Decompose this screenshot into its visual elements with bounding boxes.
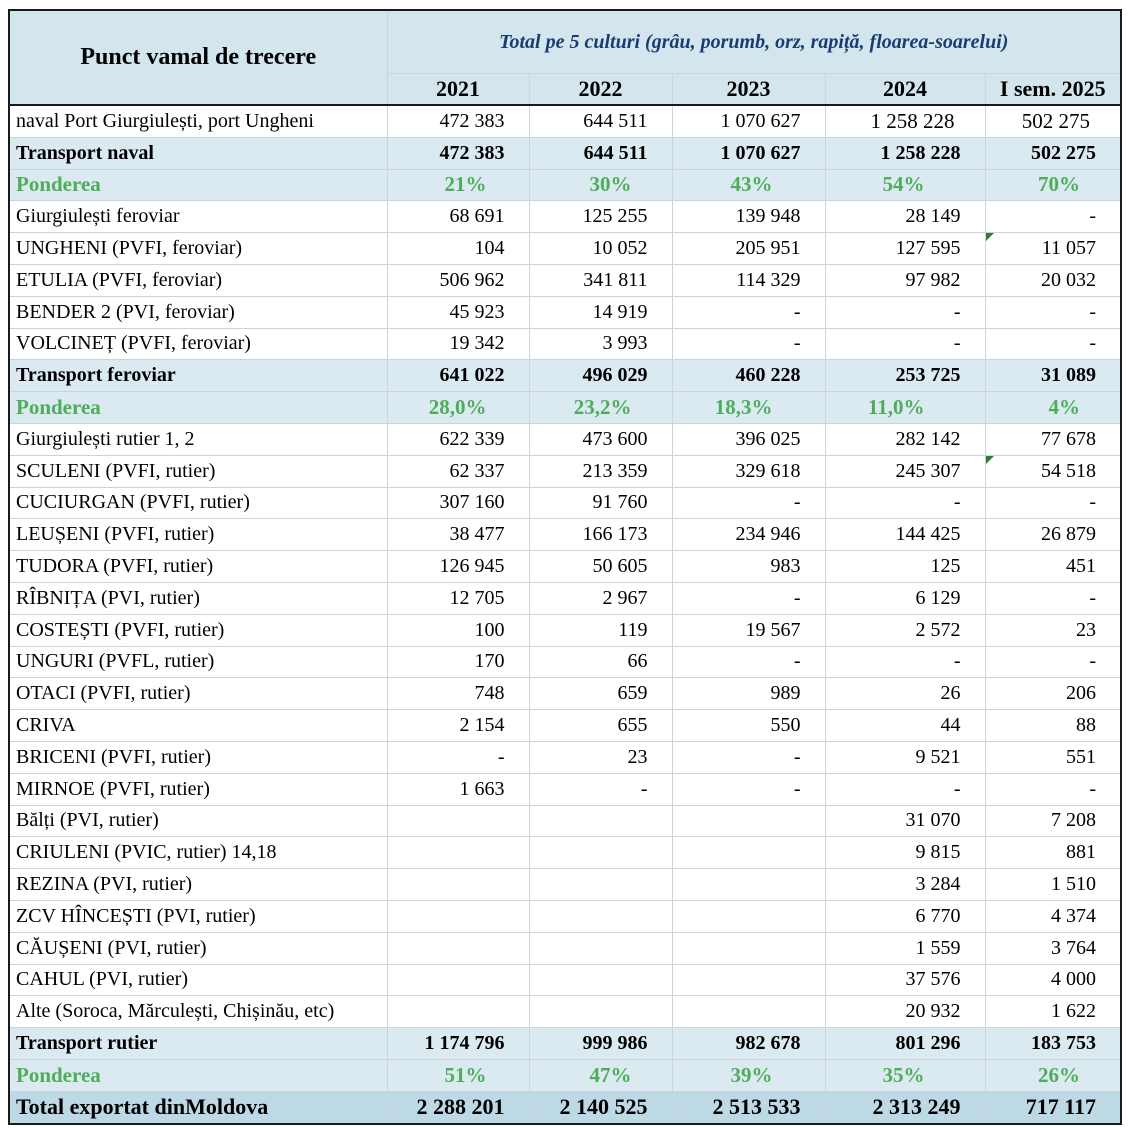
row-label: Bălți (PVI, rutier) [9,805,387,837]
cell-2021 [387,869,529,901]
header-group: Total pe 5 culturi (grâu, porumb, orz, rapiță, floarea-soarelui) [387,10,1121,74]
cell-2023: - [672,741,825,773]
cell-2022: 2 140 525 [529,1091,672,1123]
cell-isem2025: - [985,773,1121,805]
cell-2023 [672,805,825,837]
cell-2023: 983 [672,551,825,583]
row-label: CRIULENI (PVIC, rutier) 14,18 [9,837,387,869]
row-label: CAHUL (PVI, rutier) [9,964,387,996]
cell-2022 [529,805,672,837]
row-label: REZINA (PVI, rutier) [9,869,387,901]
row-label: Ponderea [9,169,387,201]
cell-2022: 3 993 [529,328,672,360]
year-2021: 2021 [387,74,529,106]
cell-2023: - [672,487,825,519]
cell-2023: - [672,646,825,678]
cell-2021: 21% [387,169,529,201]
cell-2023 [672,837,825,869]
cell-2022: 23 [529,741,672,773]
cell-2024: 54% [825,169,985,201]
cell-2023: 329 618 [672,455,825,487]
cell-2023: - [672,328,825,360]
cell-2022: 655 [529,710,672,742]
cell-2023: - [672,296,825,328]
cell-2021 [387,964,529,996]
export-table [8,9,1122,1125]
cell-2024: 20 932 [825,996,985,1028]
cell-2021: 62 337 [387,455,529,487]
cell-2021 [387,900,529,932]
cell-2024: 6 770 [825,900,985,932]
row-label: Ponderea [9,392,387,424]
cell-2024: - [825,646,985,678]
cell-2022: 125 255 [529,201,672,233]
cell-2022: 23,2% [529,392,672,424]
cell-2022 [529,932,672,964]
table-row [9,296,1121,328]
cell-2021: 472 383 [387,105,529,137]
row-label: Alte (Soroca, Mărculești, Chișinău, etc) [9,996,387,1028]
cell-2023: 234 946 [672,519,825,551]
cell-2021: 170 [387,646,529,678]
cell-2021 [387,837,529,869]
cell-2022 [529,900,672,932]
cell-2024: 245 307 [825,455,985,487]
cell-2022 [529,837,672,869]
cell-isem2025: 23 [985,614,1121,646]
cell-2022 [529,869,672,901]
cell-2024: 144 425 [825,519,985,551]
table-row [9,105,1121,137]
cell-2024: 35% [825,1059,985,1091]
cell-2024: 26 [825,678,985,710]
cell-2021: 38 477 [387,519,529,551]
row-label: UNGURI (PVFL, rutier) [9,646,387,678]
table-row [9,328,1121,360]
cell-2024: 2 313 249 [825,1091,985,1123]
year-2022: 2022 [529,74,672,106]
row-label: RÎBNIȚA (PVI, rutier) [9,582,387,614]
cell-2023: - [672,582,825,614]
row-label: SCULENI (PVFI, rutier) [9,455,387,487]
cell-2024: 2 572 [825,614,985,646]
table-row [9,678,1121,710]
table-row [9,264,1121,296]
cell-2023: - [672,773,825,805]
cell-2023: 460 228 [672,360,825,392]
cell-2021: 472 383 [387,137,529,169]
cell-isem2025: 88 [985,710,1121,742]
row-label: CĂUȘENI (PVI, rutier) [9,932,387,964]
cell-2024: - [825,487,985,519]
cell-2023: 114 329 [672,264,825,296]
cell-isem2025: - [985,582,1121,614]
cell-isem2025: 881 [985,837,1121,869]
row-label: CUCIURGAN (PVFI, rutier) [9,487,387,519]
cell-2023: 2 513 533 [672,1091,825,1123]
cell-2024: 1 258 228 [825,105,985,137]
cell-2024: - [825,773,985,805]
cell-2021: 12 705 [387,582,529,614]
cell-2021: 1 174 796 [387,1028,529,1060]
cell-2024: 97 982 [825,264,985,296]
cell-2024: 6 129 [825,582,985,614]
row-label: Transport naval [9,137,387,169]
cell-2024: 9 521 [825,741,985,773]
cell-2021: 100 [387,614,529,646]
cell-2023: 1 070 627 [672,105,825,137]
cell-isem2025: 70% [985,169,1121,201]
cell-2024: 1 258 228 [825,137,985,169]
cell-2021: 45 923 [387,296,529,328]
cell-isem2025: 4% [985,392,1121,424]
table-row [9,423,1121,455]
cell-2023: 139 948 [672,201,825,233]
row-label: Transport feroviar [9,360,387,392]
cell-2023 [672,996,825,1028]
table-row [9,487,1121,519]
table-row [9,392,1121,424]
cell-2023: 19 567 [672,614,825,646]
table-row [9,964,1121,996]
table-row [9,646,1121,678]
cell-2024: - [825,296,985,328]
cell-isem2025: 31 089 [985,360,1121,392]
table-row [9,773,1121,805]
cell-2022: 91 760 [529,487,672,519]
table-row [9,710,1121,742]
table-row [9,741,1121,773]
cell-2022: - [529,773,672,805]
cell-2021: 1 663 [387,773,529,805]
table-row [9,1091,1121,1123]
table-row [9,1059,1121,1091]
cell-2023: 1 070 627 [672,137,825,169]
cell-2021: 506 962 [387,264,529,296]
cell-isem2025: 1 622 [985,996,1121,1028]
cell-2021 [387,932,529,964]
cell-isem2025: 11 057 [985,233,1121,265]
row-label: Giurgiulești rutier 1, 2 [9,423,387,455]
row-label: Transport rutier [9,1028,387,1060]
cell-2022: 999 986 [529,1028,672,1060]
year-2025-h1: I sem. 2025 [985,74,1121,106]
cell-2022: 213 359 [529,455,672,487]
cell-2021: - [387,741,529,773]
cell-2022: 166 173 [529,519,672,551]
cell-2024: 28 149 [825,201,985,233]
cell-2021: 51% [387,1059,529,1091]
table-row [9,614,1121,646]
cell-2024: 31 070 [825,805,985,837]
cell-2021: 2 154 [387,710,529,742]
cell-2021: 28,0% [387,392,529,424]
cell-2021: 622 339 [387,423,529,455]
cell-2024: 253 725 [825,360,985,392]
cell-2024: 44 [825,710,985,742]
cell-2021: 307 160 [387,487,529,519]
row-label: TUDORA (PVFI, rutier) [9,551,387,583]
cell-2022 [529,964,672,996]
row-label: MIRNOE (PVFI, rutier) [9,773,387,805]
cell-isem2025: 1 510 [985,869,1121,901]
cell-2023 [672,869,825,901]
row-label: OTACI (PVFI, rutier) [9,678,387,710]
cell-isem2025: 502 275 [985,137,1121,169]
cell-isem2025: - [985,646,1121,678]
cell-2022: 14 919 [529,296,672,328]
cell-2023: 550 [672,710,825,742]
cell-2022: 50 605 [529,551,672,583]
cell-2024: 37 576 [825,964,985,996]
cell-2021: 126 945 [387,551,529,583]
cell-isem2025: 26% [985,1059,1121,1091]
cell-2022: 341 811 [529,264,672,296]
cell-isem2025: 206 [985,678,1121,710]
cell-isem2025: 77 678 [985,423,1121,455]
cell-isem2025: 3 764 [985,932,1121,964]
table-row [9,932,1121,964]
table-row [9,996,1121,1028]
cell-isem2025: - [985,328,1121,360]
cell-2023 [672,932,825,964]
table-body [9,105,1121,1124]
cell-2021: 104 [387,233,529,265]
table-row [9,201,1121,233]
cell-2024: 125 [825,551,985,583]
cell-2022: 66 [529,646,672,678]
row-label: BENDER 2 (PVI, feroviar) [9,296,387,328]
row-label: Ponderea [9,1059,387,1091]
table-row [9,1028,1121,1060]
row-label: VOLCINEȚ (PVFI, feroviar) [9,328,387,360]
cell-isem2025: - [985,487,1121,519]
cell-2023: 396 025 [672,423,825,455]
row-label: COSTEȘTI (PVFI, rutier) [9,614,387,646]
cell-2024: - [825,328,985,360]
cell-2023: 205 951 [672,233,825,265]
cell-2023: 39% [672,1059,825,1091]
table-row [9,455,1121,487]
cell-2022: 10 052 [529,233,672,265]
header-point: Punct vamal de trecere [9,10,387,105]
cell-2022: 2 967 [529,582,672,614]
cell-isem2025: 26 879 [985,519,1121,551]
cell-2021 [387,805,529,837]
cell-2023: 43% [672,169,825,201]
cell-2022: 119 [529,614,672,646]
cell-2021: 19 342 [387,328,529,360]
cell-isem2025: 4 374 [985,900,1121,932]
table-row [9,869,1121,901]
cell-isem2025: 502 275 [985,105,1121,137]
year-2024: 2024 [825,74,985,106]
cell-isem2025: - [985,296,1121,328]
table-row [9,900,1121,932]
cell-2022: 496 029 [529,360,672,392]
table-row [9,137,1121,169]
cell-isem2025: 717 117 [985,1091,1121,1123]
row-label: ZCV HÎNCEȘTI (PVI, rutier) [9,900,387,932]
table-row [9,551,1121,583]
row-label: LEUȘENI (PVFI, rutier) [9,519,387,551]
cell-2022: 644 511 [529,137,672,169]
cell-isem2025: 7 208 [985,805,1121,837]
cell-2021: 68 691 [387,201,529,233]
table-row [9,582,1121,614]
cell-2024: 1 559 [825,932,985,964]
cell-2021: 2 288 201 [387,1091,529,1123]
row-label: ETULIA (PVFI, feroviar) [9,264,387,296]
table-row [9,805,1121,837]
cell-2022: 473 600 [529,423,672,455]
cell-2022: 659 [529,678,672,710]
cell-2024: 3 284 [825,869,985,901]
table-row [9,233,1121,265]
cell-2024: 282 142 [825,423,985,455]
cell-2022: 30% [529,169,672,201]
table-row [9,360,1121,392]
row-label: UNGHENI (PVFI, feroviar) [9,233,387,265]
row-label: naval Port Giurgiulești, port Ungheni [9,105,387,137]
cell-2024: 9 815 [825,837,985,869]
row-label: BRICENI (PVFI, rutier) [9,741,387,773]
cell-isem2025: 183 753 [985,1028,1121,1060]
cell-2022: 644 511 [529,105,672,137]
cell-isem2025: 4 000 [985,964,1121,996]
cell-2021 [387,996,529,1028]
cell-isem2025: - [985,201,1121,233]
cell-isem2025: 54 518 [985,455,1121,487]
cell-2023 [672,900,825,932]
table-row [9,837,1121,869]
cell-2024: 11,0% [825,392,985,424]
cell-isem2025: 451 [985,551,1121,583]
cell-2024: 801 296 [825,1028,985,1060]
row-label: Giurgiulești feroviar [9,201,387,233]
year-2023: 2023 [672,74,825,106]
table-row [9,169,1121,201]
cell-2022: 47% [529,1059,672,1091]
row-label: Total exportat dinMoldova [9,1091,387,1123]
cell-2023: 982 678 [672,1028,825,1060]
cell-isem2025: 20 032 [985,264,1121,296]
cell-2023: 18,3% [672,392,825,424]
cell-2022 [529,996,672,1028]
cell-2021: 748 [387,678,529,710]
cell-2023 [672,964,825,996]
cell-2023: 989 [672,678,825,710]
cell-isem2025: 551 [985,741,1121,773]
cell-2021: 641 022 [387,360,529,392]
cell-2024: 127 595 [825,233,985,265]
table-row [9,519,1121,551]
row-label: CRIVA [9,710,387,742]
